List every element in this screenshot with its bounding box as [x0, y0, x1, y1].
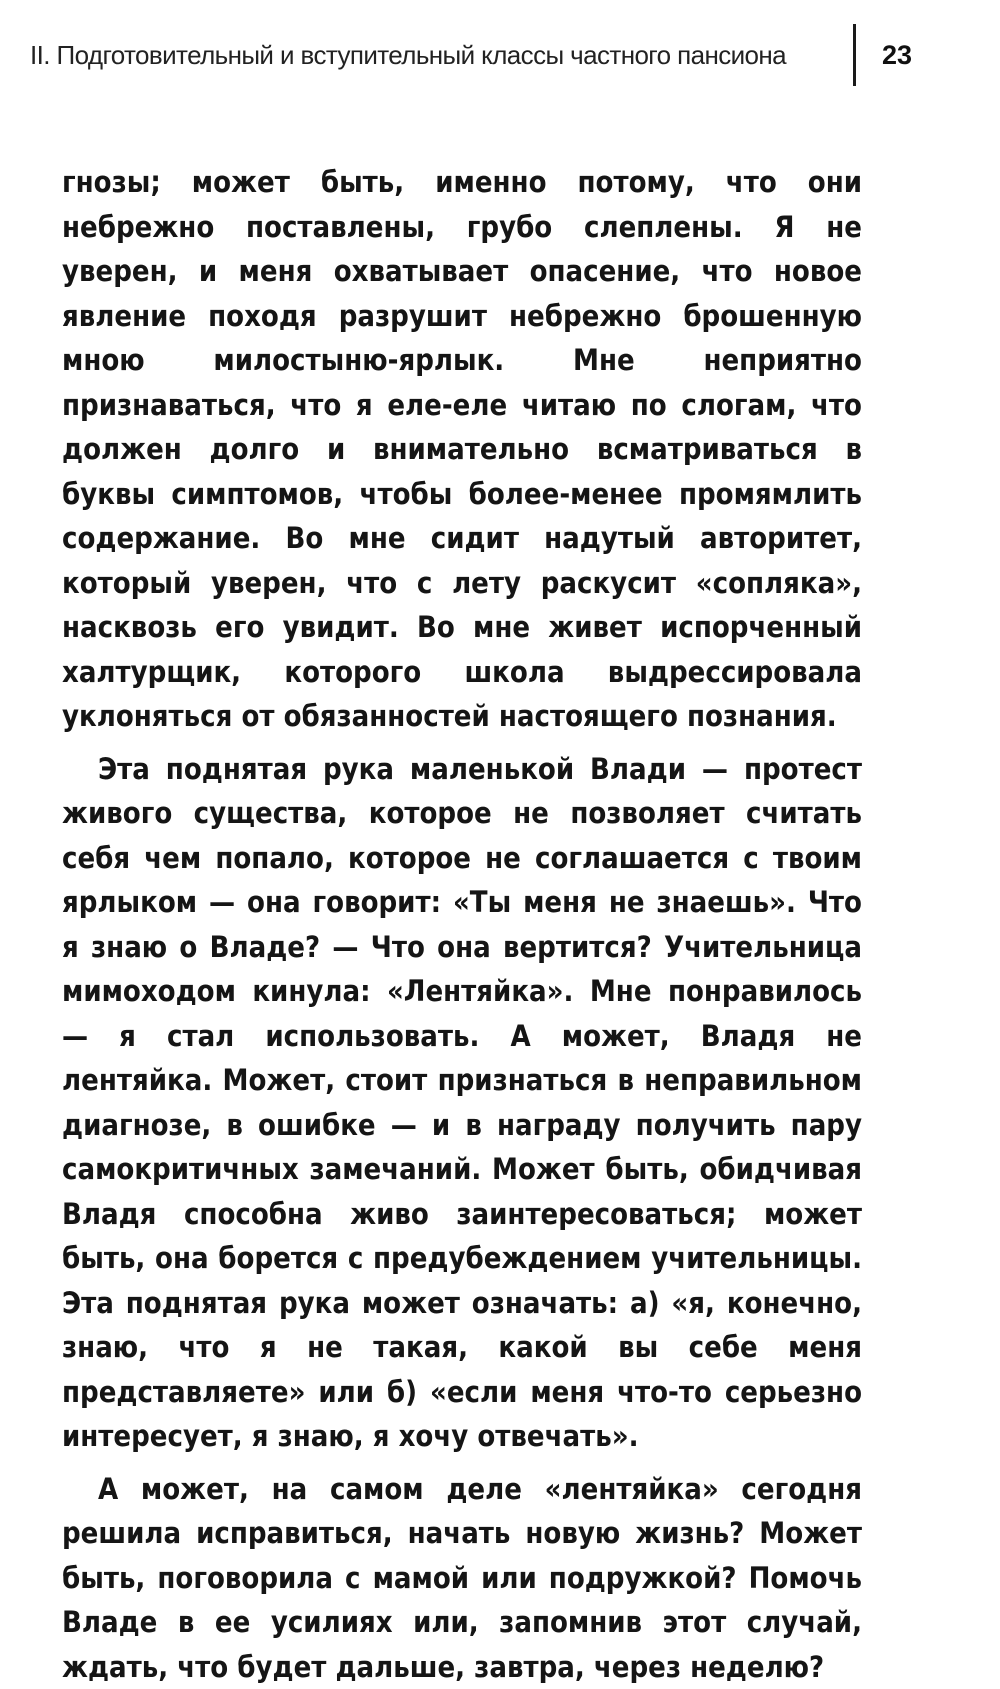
page-number: 23 — [882, 40, 912, 71]
paragraph-3: А может, на самом деле «лентяйка» сегодня решила исправиться, начать новую жизнь? Может быть, поговорила с мамой или подружкой? Помочь Владе в ее усилиях или, запомнив этот случай, ждать, что будет дальше, завтра, через неделю? — [62, 1467, 862, 1689]
chapter-title: II. Подготовительный и вступительный классы частного пансиона — [30, 40, 786, 71]
paragraph-2: Эта поднятая рука маленькой Влади — протест живого существа, которое не позволяет считать себя чем попало, которое не соглашается с твоим ярлыком — она говорит: «Ты меня не знаешь». Что я знаю о Владе? — Что она вертится? Учительница мимоходом кинула: «Лентяйка». Мне понравилось — я стал использовать. А может, Владя не лентяйка. Может, стоит признаться в неправильном диагнозе, в ошибке — и в награду получить пару самокритичных замечаний. Может быть, обидчивая Владя способна живо заинтересоваться; может быть, она борется с предубеждением учительницы. Эта поднятая рука может означать: а) «я, конечно, знаю, что я не такая, какой вы себе меня представляете» или б) «если меня что-то серьезно интересует, я знаю, я хочу отвечать». — [62, 747, 862, 1459]
body-text — [62, 160, 862, 1689]
header-divider — [853, 24, 856, 86]
paragraph-1: гнозы; может быть, именно потому, что они небрежно поставлены, грубо слеплены. Я не уверен, и меня охватывает опасение, что новое явление походя разрушит небрежно брошенную мною милостыню-ярлык. Мне неприятно признаваться, что я еле-еле читаю по слогам, что должен долго и внимательно всматриваться в буквы симптомов, чтобы более-менее промямлить содержание. Во мне сидит надутый авторитет, который уверен, что с лету раскусит «сопляка», насквозь его увидит. Во мне живет испорченный халтурщик, которого школа выдрессировала уклоняться от обязанностей настоящего познания. — [62, 160, 862, 739]
running-header — [30, 38, 940, 82]
